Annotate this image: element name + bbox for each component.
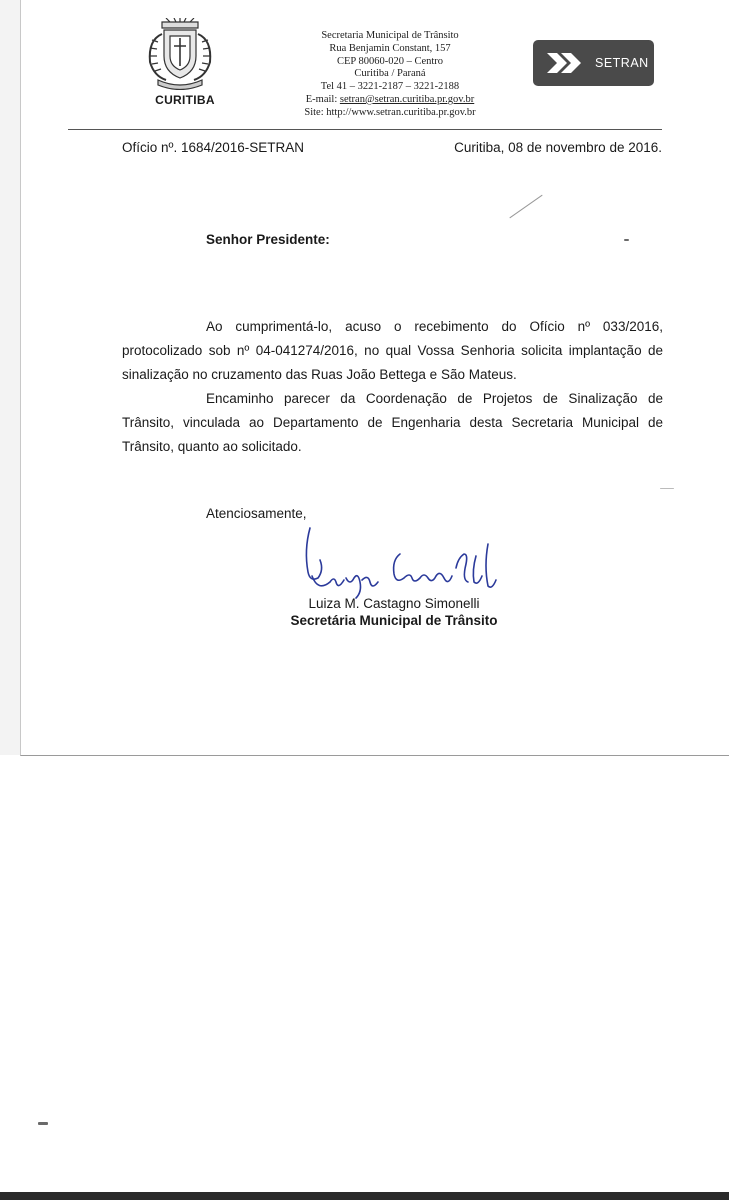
signer-name: Luiza M. Castagno Simonelli (308, 596, 480, 611)
closing: Atenciosamente, (206, 506, 307, 521)
department-name: Secretaria Municipal de Trânsito (321, 30, 459, 41)
scan-left-edge (0, 0, 20, 755)
body-paragraph-1: Ao cumprimentá-lo, acuso o recebimento do Ofício nº 033/2016, protocolizado sob nº 04-041274/2016, no qual Vossa Senhoria solicita implantação de sinalização no cruzamento das Ruas João Bettega e São Mateus. (122, 319, 663, 382)
place-and-date: Curitiba, 08 de novembro de 2016. (454, 140, 662, 155)
city-name: CURITIBA (155, 93, 215, 107)
document-reference: Ofício nº. 1684/2016-SETRAN (122, 140, 305, 155)
postal-code: CEP 80060-020 – Centro (336, 55, 444, 67)
website-line: Site: http://www.setran.curitiba.pr.gov.br (304, 106, 476, 118)
scan-bottom-edge (0, 1192, 729, 1200)
letter-body (122, 315, 663, 459)
salutation: Senhor Presidente: (206, 232, 330, 247)
logo-text: SETRAN (595, 56, 649, 70)
street-address: Rua Benjamin Constant, 157 (329, 42, 451, 54)
scan-mark (624, 239, 629, 241)
header-divider (68, 129, 662, 130)
email-line (270, 94, 510, 107)
phone-numbers: Tel 41 – 3221-2187 – 3221-2188 (320, 81, 460, 93)
setran-logo (533, 40, 654, 86)
scan-mark (660, 488, 674, 489)
letterhead-address (270, 30, 510, 120)
coat-of-arms-icon (140, 18, 220, 90)
email-label: E-mail: (305, 93, 340, 105)
scan-mark (38, 1122, 48, 1125)
body-paragraph-2: Encaminho parecer da Coordenação de Projetos de Sinalização de Trânsito, vinculada ao Departamento de Engenharia desta Secretaria Municipal de Trânsito, quanto ao solicitado. (122, 391, 663, 454)
city-state: Curitiba / Paraná (354, 68, 426, 80)
double-chevron-icon (545, 51, 591, 75)
email-address: setran@setran.curitiba.pr.gov.br (339, 93, 475, 105)
signer-title: Secretária Municipal de Trânsito (290, 613, 498, 628)
